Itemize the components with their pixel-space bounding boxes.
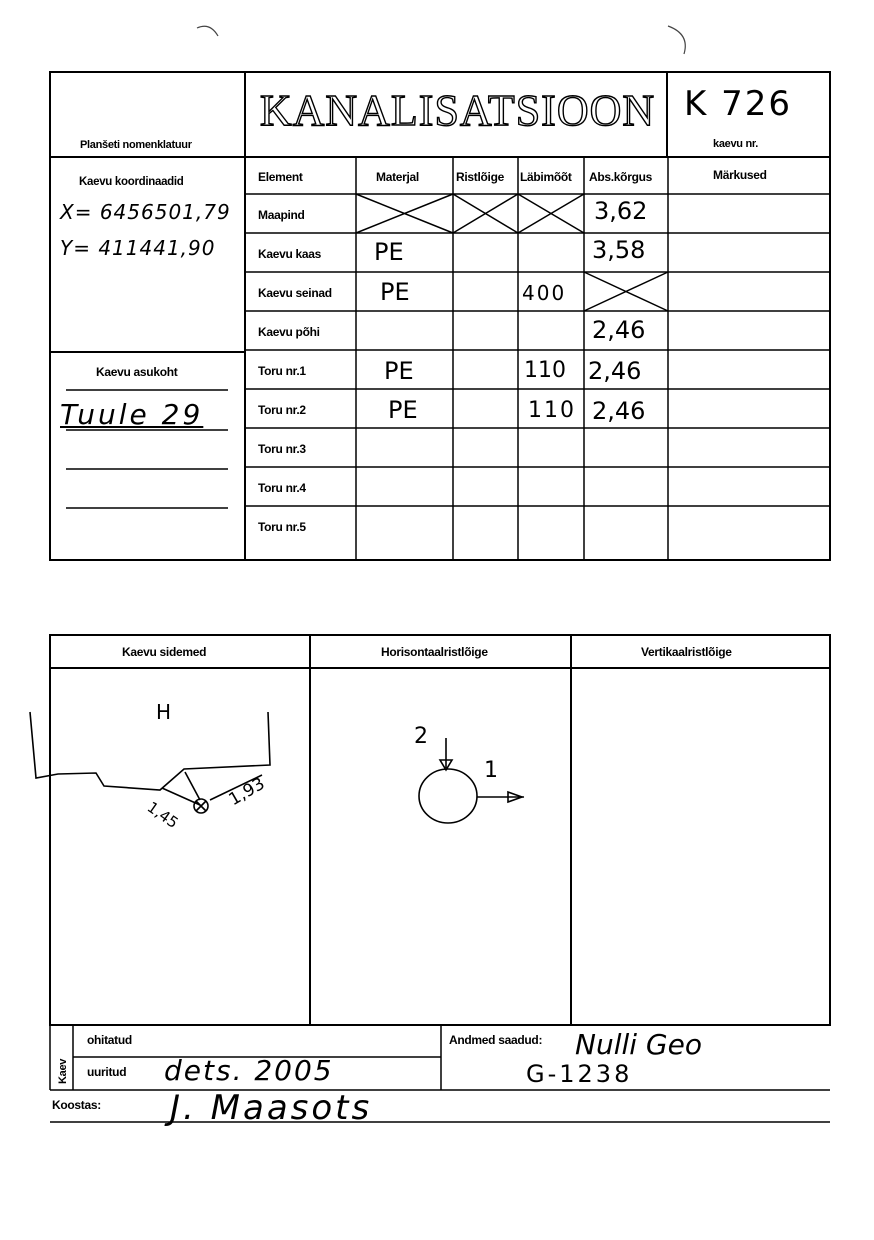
horizontal-section-label: Horisontaalristlõige [381,645,488,659]
form-title: KANALISATSIOON [259,86,656,135]
coord-y: Y= 411441,90 [60,236,216,260]
horizontal-sketch [419,738,524,823]
labimoot-seinad: 400 [522,281,567,305]
sketch-right-dim: 1,93 [225,773,269,811]
plansheet-label: Planšeti nomenklatuur [80,139,192,151]
col-header-ristloige: Ristlõige [456,170,504,184]
abs-toru2: 2,46 [592,397,646,425]
row-element: Toru nr.5 [258,520,306,534]
labimoot-toru2: 110 [528,398,576,423]
materjal-toru2: PE [388,396,418,424]
row-element: Maapind [258,208,305,222]
andmed-label: Andmed saadud: [449,1033,543,1047]
materjal-toru1: PE [384,357,414,385]
uuritud-value: dets. 2005 [164,1054,334,1087]
row-element: Toru nr.1 [258,364,306,378]
row-element: Toru nr.3 [258,442,306,456]
row-element: Kaevu põhi [258,325,320,339]
row-element: Kaevu seinad [258,286,332,300]
col-header-markused: Märkused [713,168,767,182]
coords-label: Kaevu koordinaadid [79,176,184,188]
uuritud-label: uuritud [87,1065,127,1079]
andmed-value-code: G-1238 [526,1060,633,1088]
location-label: Kaevu asukoht [96,365,178,379]
pipe-1-label: 1 [484,758,498,783]
materjal-seinad: PE [380,278,410,306]
row-element: Toru nr.2 [258,403,306,417]
well-number-label: kaevu nr. [713,138,758,150]
connections-label: Kaevu sidemed [122,645,207,659]
row-element: Kaevu kaas [258,247,322,261]
kaev-side-label: Kaev [57,1058,69,1084]
abs-toru1: 2,46 [588,357,642,385]
labimoot-toru1: 110 [524,358,566,383]
sketch-left-dim: 1,45 [143,798,182,832]
pipe-2-label: 2 [414,724,428,749]
abs-pohi: 2,46 [592,316,646,344]
row-element: Toru nr.4 [258,481,306,495]
vertical-section-label: Vertikaalristlõige [641,645,732,659]
sketch-h-label: H [156,700,172,724]
col-header-abs-korgus: Abs.kõrgus [589,170,653,184]
abs-kaas: 3,58 [592,236,646,264]
col-header-element: Element [258,170,303,184]
coord-x: X= 6456501,79 [60,200,231,224]
ohitatud-label: ohitatud [87,1033,132,1047]
col-header-materjal: Materjal [376,170,419,184]
location-value: Tuule 29 [60,398,204,431]
well-number: K 726 [684,84,792,124]
koostas-label: Koostas: [52,1098,101,1112]
koostas-value: J. Maasots [170,1088,373,1128]
abs-maapind: 3,62 [594,197,648,225]
andmed-value-source: Nulli Geo [575,1028,702,1061]
col-header-labimoot: Läbimõõt [520,170,572,184]
materjal-kaas: PE [374,238,404,266]
